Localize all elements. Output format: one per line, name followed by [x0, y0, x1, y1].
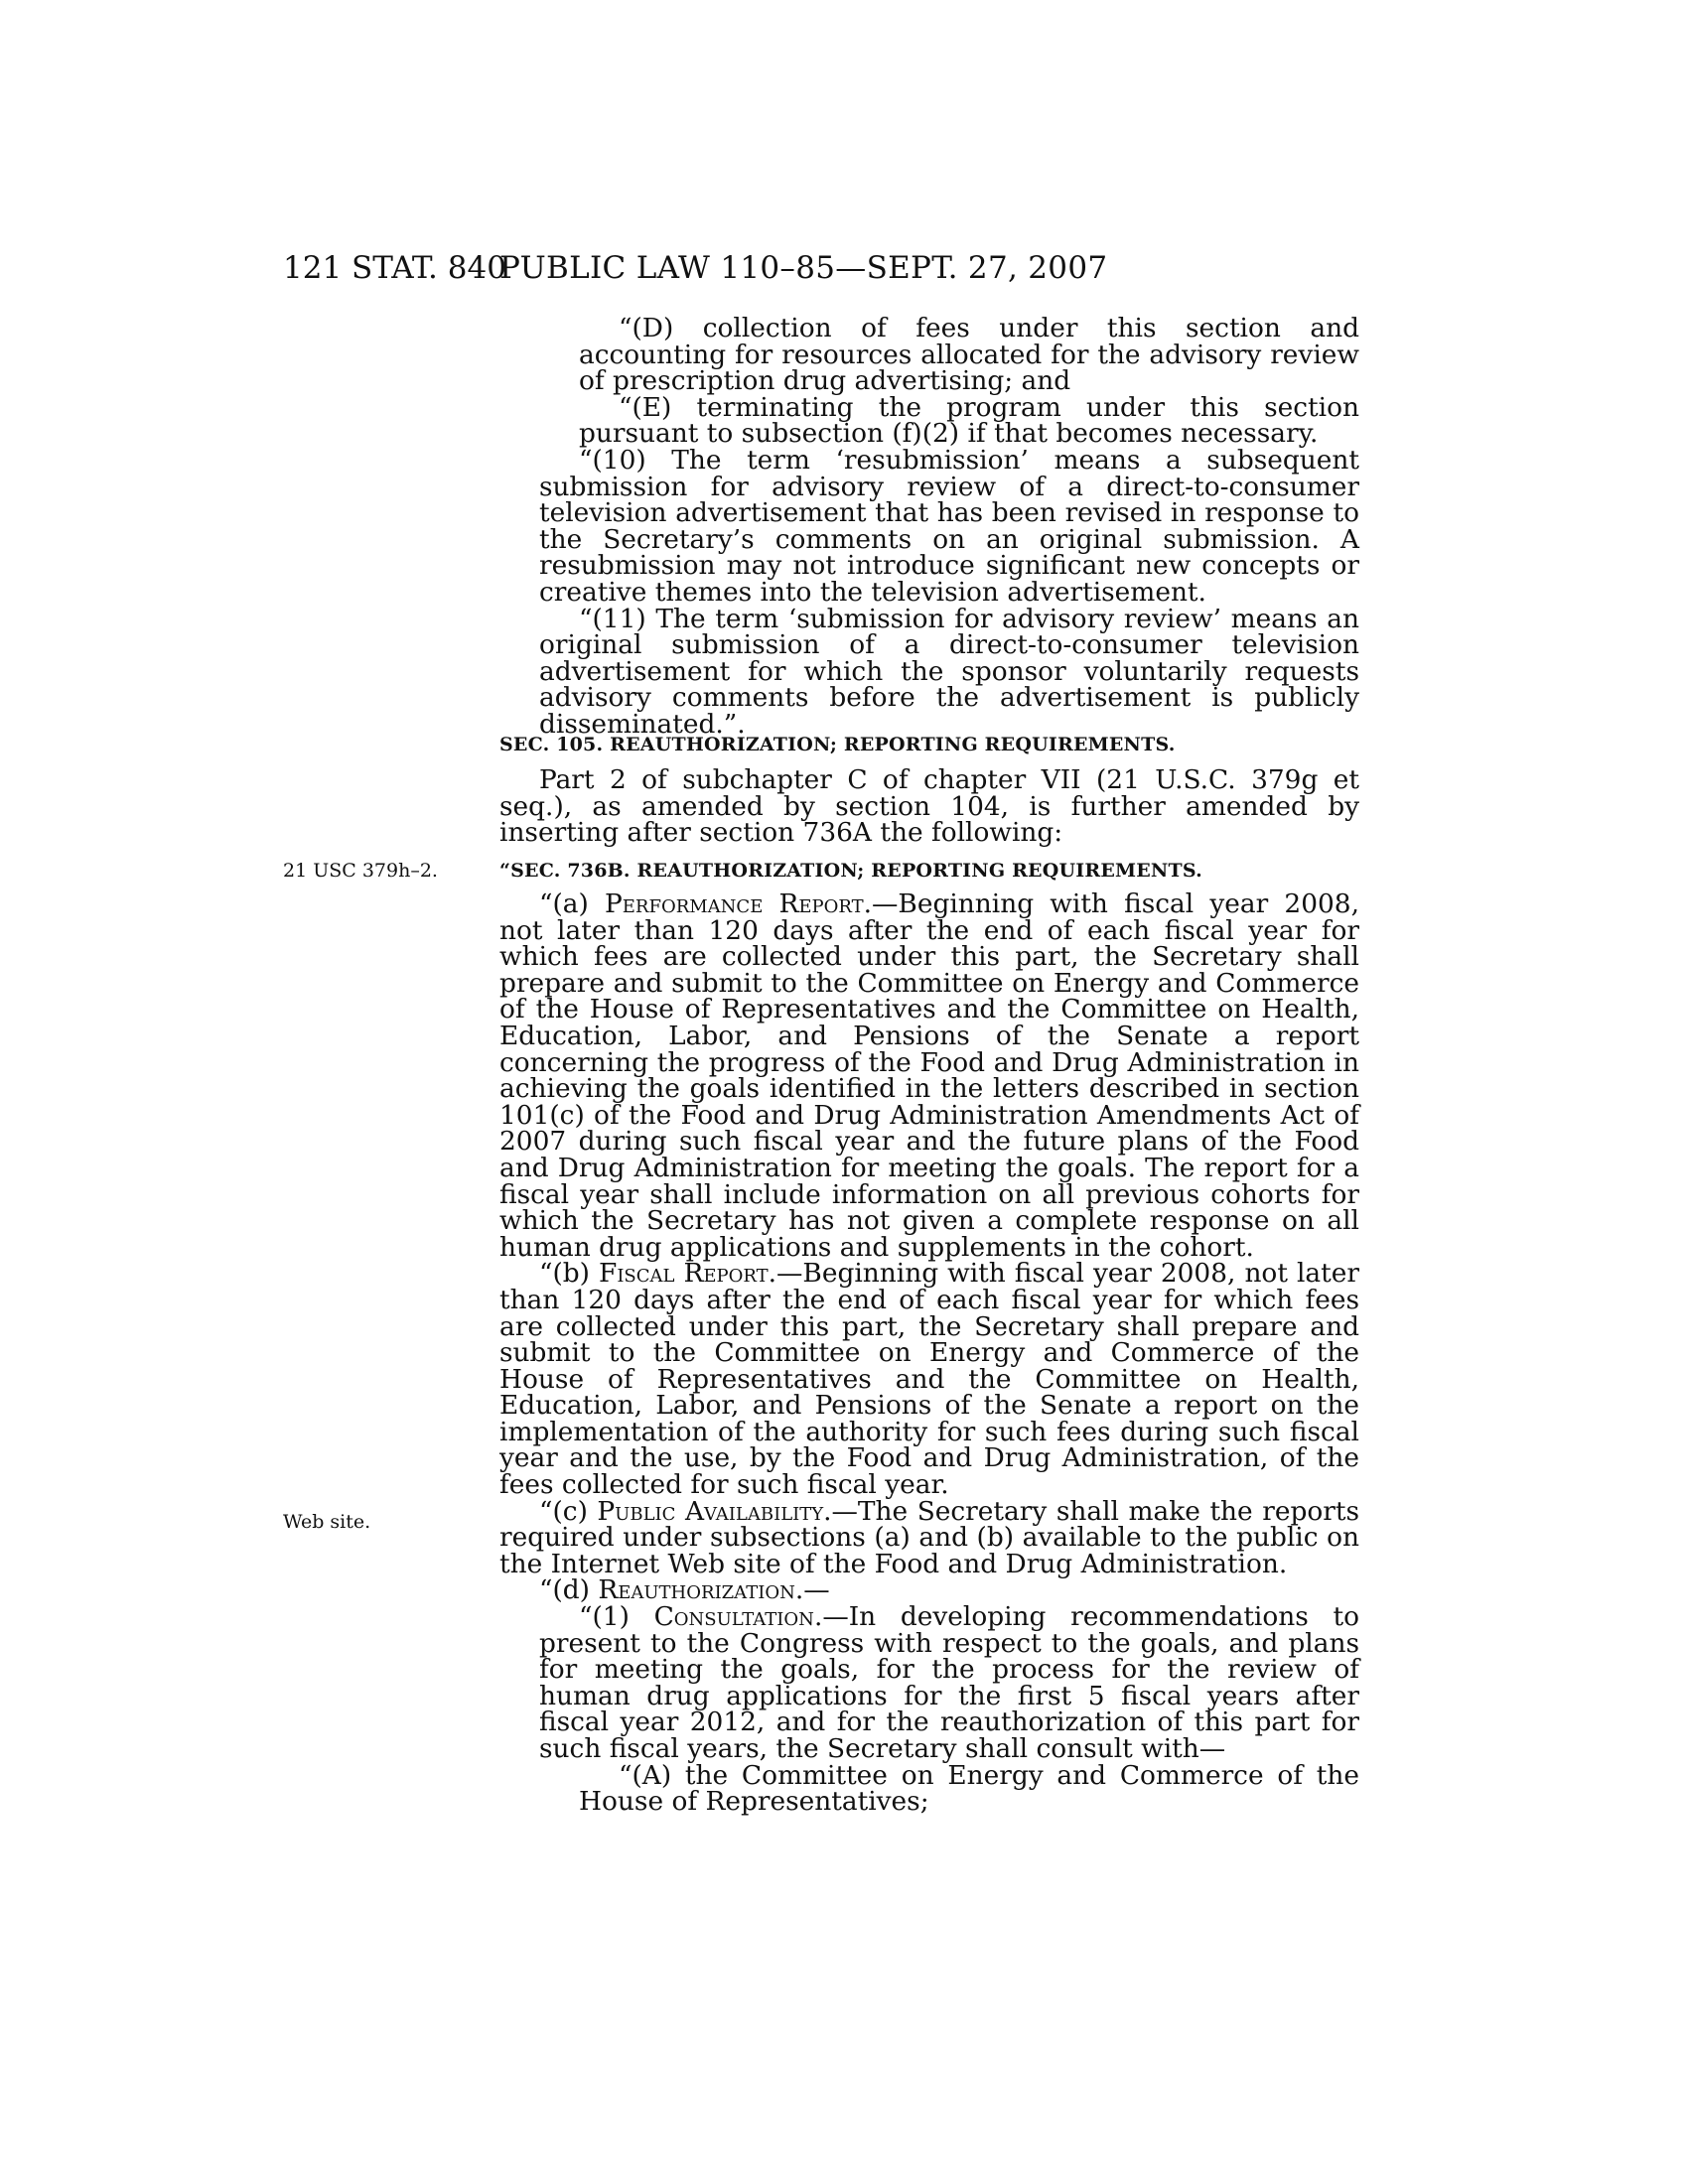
- section-105: [499, 732, 1359, 847]
- para-b-label: “(b): [539, 1258, 600, 1290]
- para-d-reauthorization: [499, 1574, 1359, 1606]
- para-d-label: “(d): [539, 1574, 599, 1606]
- para-d1-consultation: [499, 1601, 1359, 1764]
- section-736b: [499, 858, 1359, 1816]
- para-c-label: “(c): [539, 1495, 598, 1527]
- para-a-label: “(a): [539, 888, 605, 919]
- running-head-title: PUBLIC LAW 110–85—SEPT. 27, 2007: [499, 250, 1108, 286]
- para-b-title: Fiscal Report: [599, 1258, 769, 1290]
- para-c-text: .—The Secretary shall make the reports required under subsections (a) and (b) available to the public on the Internet Web site of the Food and Drug Administration.: [499, 1495, 1359, 1579]
- block-definitions: [499, 313, 1359, 740]
- para-c-title: Public Availability: [597, 1495, 824, 1527]
- para-e: “(E) terminating the program under this section pursuant to subsection (f)(2) if that becomes necessary.: [579, 391, 1359, 450]
- section-736b-heading: “SEC. 736B. REAUTHORIZATION; REPORTING REQUIREMENTS.: [499, 860, 1202, 882]
- para-a-performance-report: [499, 888, 1359, 1263]
- para-d1-text: .—In developing recommendations to present to the Congress with respect to the goals, and plans for meeting the goals, for the process for the review of human drug applications for the first 5 fiscal years after fiscal year 2012, and for the reauthorization of this part for such fiscal years, the Secretary shall consult with—: [539, 1601, 1359, 1764]
- para-d1a: “(A) the Committee on Energy and Commerce of the House of Representatives;: [579, 1759, 1359, 1818]
- section-105-text: Part 2 of subchapter C of chapter VII (21 U.S.C. 379g et seq.), as amended by section 104, is further amended by inserting after section 736A the following:: [499, 764, 1359, 849]
- para-d: “(D) collection of fees under this section and accounting for resources allocated for the advisory review of prescription drug advertising; and: [579, 313, 1359, 397]
- para-d1-title: Consultation: [653, 1601, 814, 1633]
- para-b-fiscal-report: [499, 1258, 1359, 1501]
- para-a-title: Performance Report: [605, 888, 864, 919]
- para-b-text: .—Beginning with fiscal year 2008, not later than 120 days after the end of each fiscal year for which fees are collected under this part, the Secretary shall prepare and submit to the Committee on Energy and Commerce of the House of Representatives and the Committee on Health, Education, Labor, and Pensions of the Senate a report on the implementation of the authority for such fees during such fiscal year and the use, by the Food and Drug Administration, of the fees collected for such fiscal year.: [499, 1258, 1359, 1501]
- para-a-text: .—Beginning with fiscal year 2008, not later than 120 days after the end of each fiscal year for which fees are collected under this part, the Secretary shall prepare and submit to the Committee on Energy and Commerce of the House of Representatives and the Committee on Health, Education, Labor, and Pensions of the Senate a report concerning the progress of the Food and Drug Administration in achieving the goals identified in the letters described in section 101(c) of the Food and Drug Administration Amendments Act of 2007 during such fiscal year and the future plans of the Food and Drug Administration for meeting the goals. The report for a fiscal year shall include information on all previous cohorts for which the Secretary has not given a complete response on all human drug applications and supplements in the cohort.: [499, 888, 1359, 1263]
- para-d-text: .—: [794, 1574, 830, 1606]
- para-d1-label: “(1): [579, 1601, 654, 1633]
- margin-note-usc: 21 USC 379h–2.: [283, 860, 438, 882]
- para-c-public-availability: [499, 1495, 1359, 1579]
- para-10: “(10) The term ‘resubmission’ means a subsequent submission for advisory review of a direct-to-consumer television advertisement that has been revised in response to the Secretary’s comments on an original submission. A resubmission may not introduce significant new concepts or creative themes into the television advertisement.: [539, 444, 1359, 608]
- margin-note-web-site: Web site.: [283, 1511, 371, 1533]
- para-d-title: Reauthorization: [598, 1574, 795, 1606]
- page-stat-number: 121 STAT. 840: [283, 250, 506, 286]
- section-105-heading: SEC. 105. REAUTHORIZATION; REPORTING REQUIREMENTS.: [499, 734, 1176, 755]
- para-11: “(11) The term ‘submission for advisory review’ means an original submission of a direct-to-consumer television advertisement for which the sponsor voluntarily requests advisory comments before the advertisement is publicly disseminated.”.: [539, 603, 1359, 740]
